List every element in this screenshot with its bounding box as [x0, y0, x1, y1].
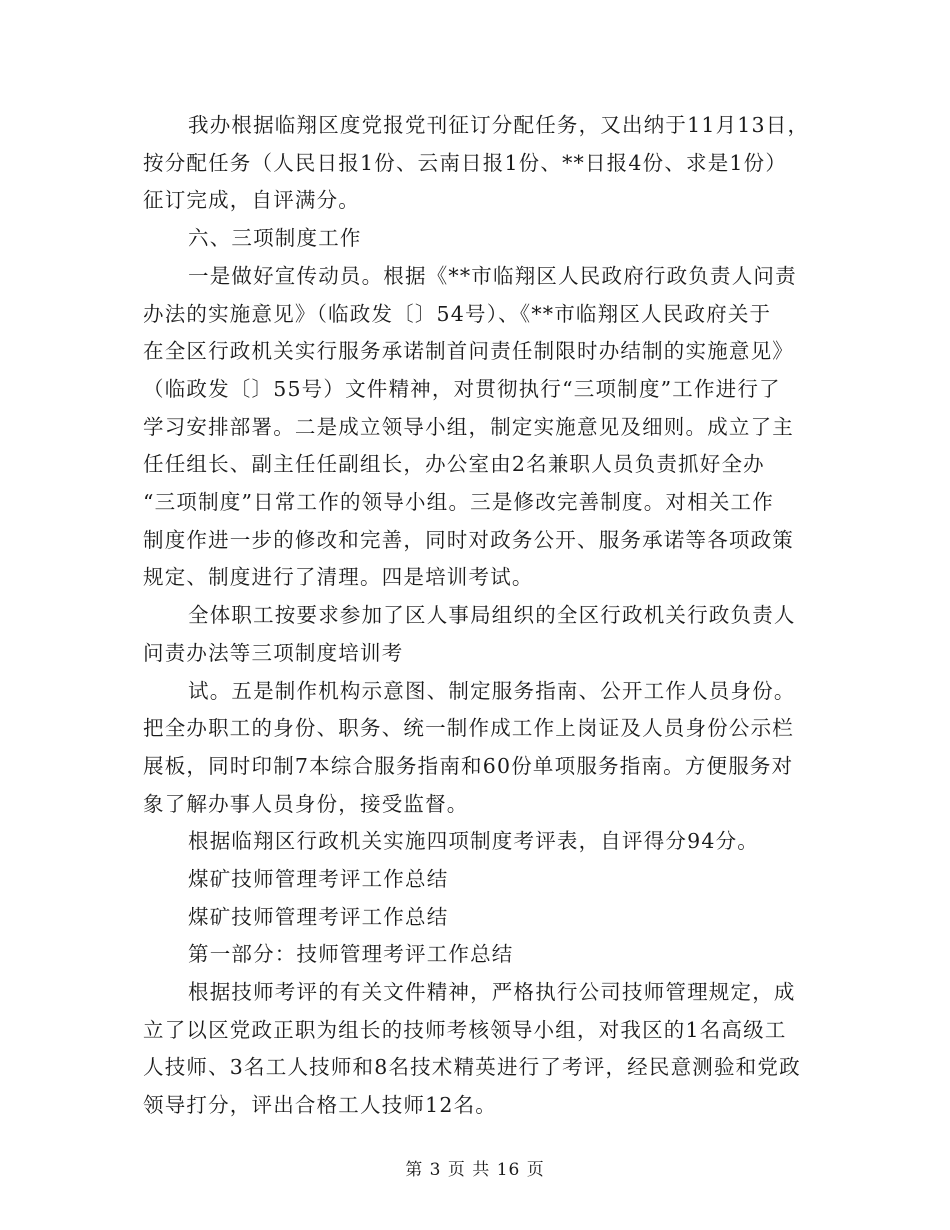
paragraph-line: 试。五是制作机构示意图、制定服务指南、公开工作人员身份。 — [188, 679, 796, 703]
paragraph-line: “三项制度”日常工作的领导小组。三是修改完善制度。对相关工作 — [143, 490, 774, 514]
paragraph-line: 把全办职工的身份、职务、统一制作成工作上岗证及人员身份公示栏 — [143, 716, 794, 740]
section-heading: 第一部分：技师管理考评工作总结 — [188, 942, 514, 966]
paragraph-line: 象了解办事人员身份，接受监督。 — [143, 792, 469, 816]
paragraph-line: 展板，同时印制7本综合服务指南和60份单项服务指南。方便服务对 — [143, 754, 794, 778]
document-title: 煤矿技师管理考评工作总结 — [188, 867, 449, 891]
paragraph-line: 根据临翔区行政机关实施四项制度考评表，自评得分94分。 — [188, 829, 759, 853]
document-title: 煤矿技师管理考评工作总结 — [188, 905, 449, 929]
paragraph-line: 在全区行政机关实行服务承诺制首问责任制限时办结制的实施意见》 — [143, 339, 794, 363]
paragraph-line: 立了以区党政正职为组长的技师考核领导小组，对我区的1名高级工 — [143, 1018, 787, 1042]
paragraph-line: 根据技师考评的有关文件精神，严格执行公司技师管理规定，成 — [188, 980, 796, 1004]
paragraph-line: 按分配任务（人民日报1份、云南日报1份、**日报4份、求是1份） — [143, 151, 788, 175]
paragraph-line: 规定、制度进行了清理。四是培训考试。 — [143, 565, 534, 589]
paragraph-line: 征订完成，自评满分。 — [143, 188, 360, 212]
paragraph-line: 一是做好宣传动员。根据《**市临翔区人民政府行政负责人问责 — [188, 264, 797, 288]
paragraph-line: 任任组长、副主任任副组长，办公室由2名兼职人员负责抓好全办 — [143, 452, 765, 476]
paragraph-line: 问责办法等三项制度培训考 — [143, 641, 404, 665]
paragraph-line: 人技师、3名工人技师和8名技术精英进行了考评，经民意测验和党政 — [143, 1055, 801, 1079]
paragraph-line: 学习安排部署。二是成立领导小组，制定实施意见及细则。成立了主 — [143, 415, 794, 439]
page-number-footer: 第 3 页 共 16 页 — [405, 1160, 545, 1180]
paragraph-line: 我办根据临翔区度党报党刊征订分配任务，又出纳于11月13日， — [188, 113, 810, 137]
paragraph-line: 全体职工按要求参加了区人事局组织的全区行政机关行政负责人 — [188, 603, 796, 627]
section-heading: 六、三项制度工作 — [188, 226, 362, 250]
paragraph-line: 领导打分，评出合格工人技师12名。 — [143, 1093, 497, 1117]
paragraph-line: 办法的实施意见》（临政发〔〕54号）、《**市临翔区人民政府关于 — [143, 302, 772, 326]
paragraph-line: （临政发〔〕55号）文件精神，对贯彻执行“三项制度”工作进行了 — [143, 377, 781, 401]
paragraph-line: 制度作进一步的修改和完善，同时对政务公开、服务承诺等各项政策 — [143, 528, 794, 552]
